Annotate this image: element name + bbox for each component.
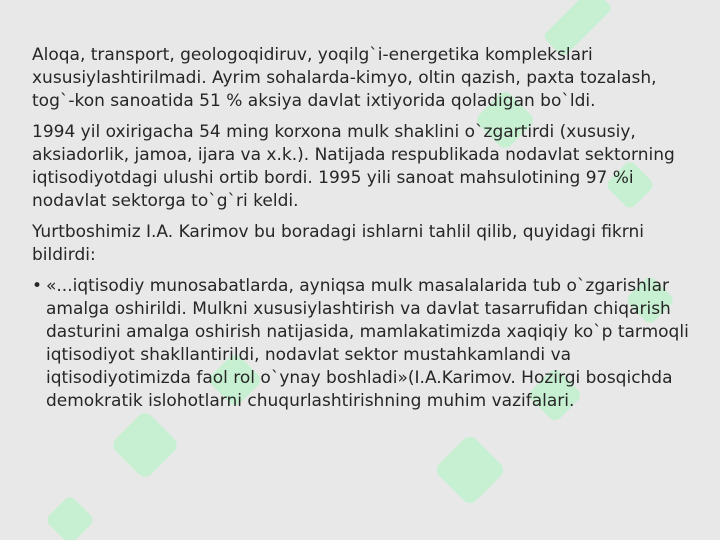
- bullet-marker: •: [32, 276, 43, 296]
- paragraph-3: Yurtboshimiz I.A. Karimov bu boradagi ishlarni tahlil qilib, quyidagi fikrni bildirdi:: [32, 222, 644, 265]
- watermark-shape-5: [45, 495, 96, 540]
- quote-bullet-item: [32, 275, 692, 413]
- quote-text: «...iqtisodiy munosabatlarda, ayniqsa mulk masalalarida tub o`zgarishlar amalga oshirildi. Mulkni xususiylashtirish va davlat tasarrufidan chiqarish dasturini amalga oshirish natijasida, mamlakatimizda xaqiqiy ko`p tarmoqli iqtisodiyot shakllantirildi, nodavlat sektor mustahkamlandi va iqtisodiyotimizda faol rol o`ynay boshladi»(I.A.Karimov. Hozirgi bosqichda demokratik islohotlarni chuqurlashtirishning muhim vazifalari.: [46, 276, 689, 411]
- paragraph-2: 1994 yil oxirigacha 54 ming korxona mulk shaklini o`zgartirdi (xususiy, aksiadorlik, jamoa, ijara va x.k.). Natijada respublikada nodavlat sektorning iqtisodiyotdagi ulushi ortib bordi. 1995 yili sanoat mahsulotining 97 %i nodavlat sektorga to`g`ri keldi.: [32, 122, 675, 211]
- paragraph-1: Aloqa, transport, geologoqidiruv, yoqilg`i-energetika komplekslari xususiylashtirilmadi. Ayrim sohalarda-kimyo, oltin qazish, paxta tozalash, tog`-kon sanoatida 51 % aksiya davlat ixtiyorida qoladigan bo`ldi.: [32, 45, 657, 111]
- watermark-shape-6: [433, 433, 507, 507]
- slide-content: [32, 44, 692, 413]
- watermark-shape-3: [110, 410, 181, 481]
